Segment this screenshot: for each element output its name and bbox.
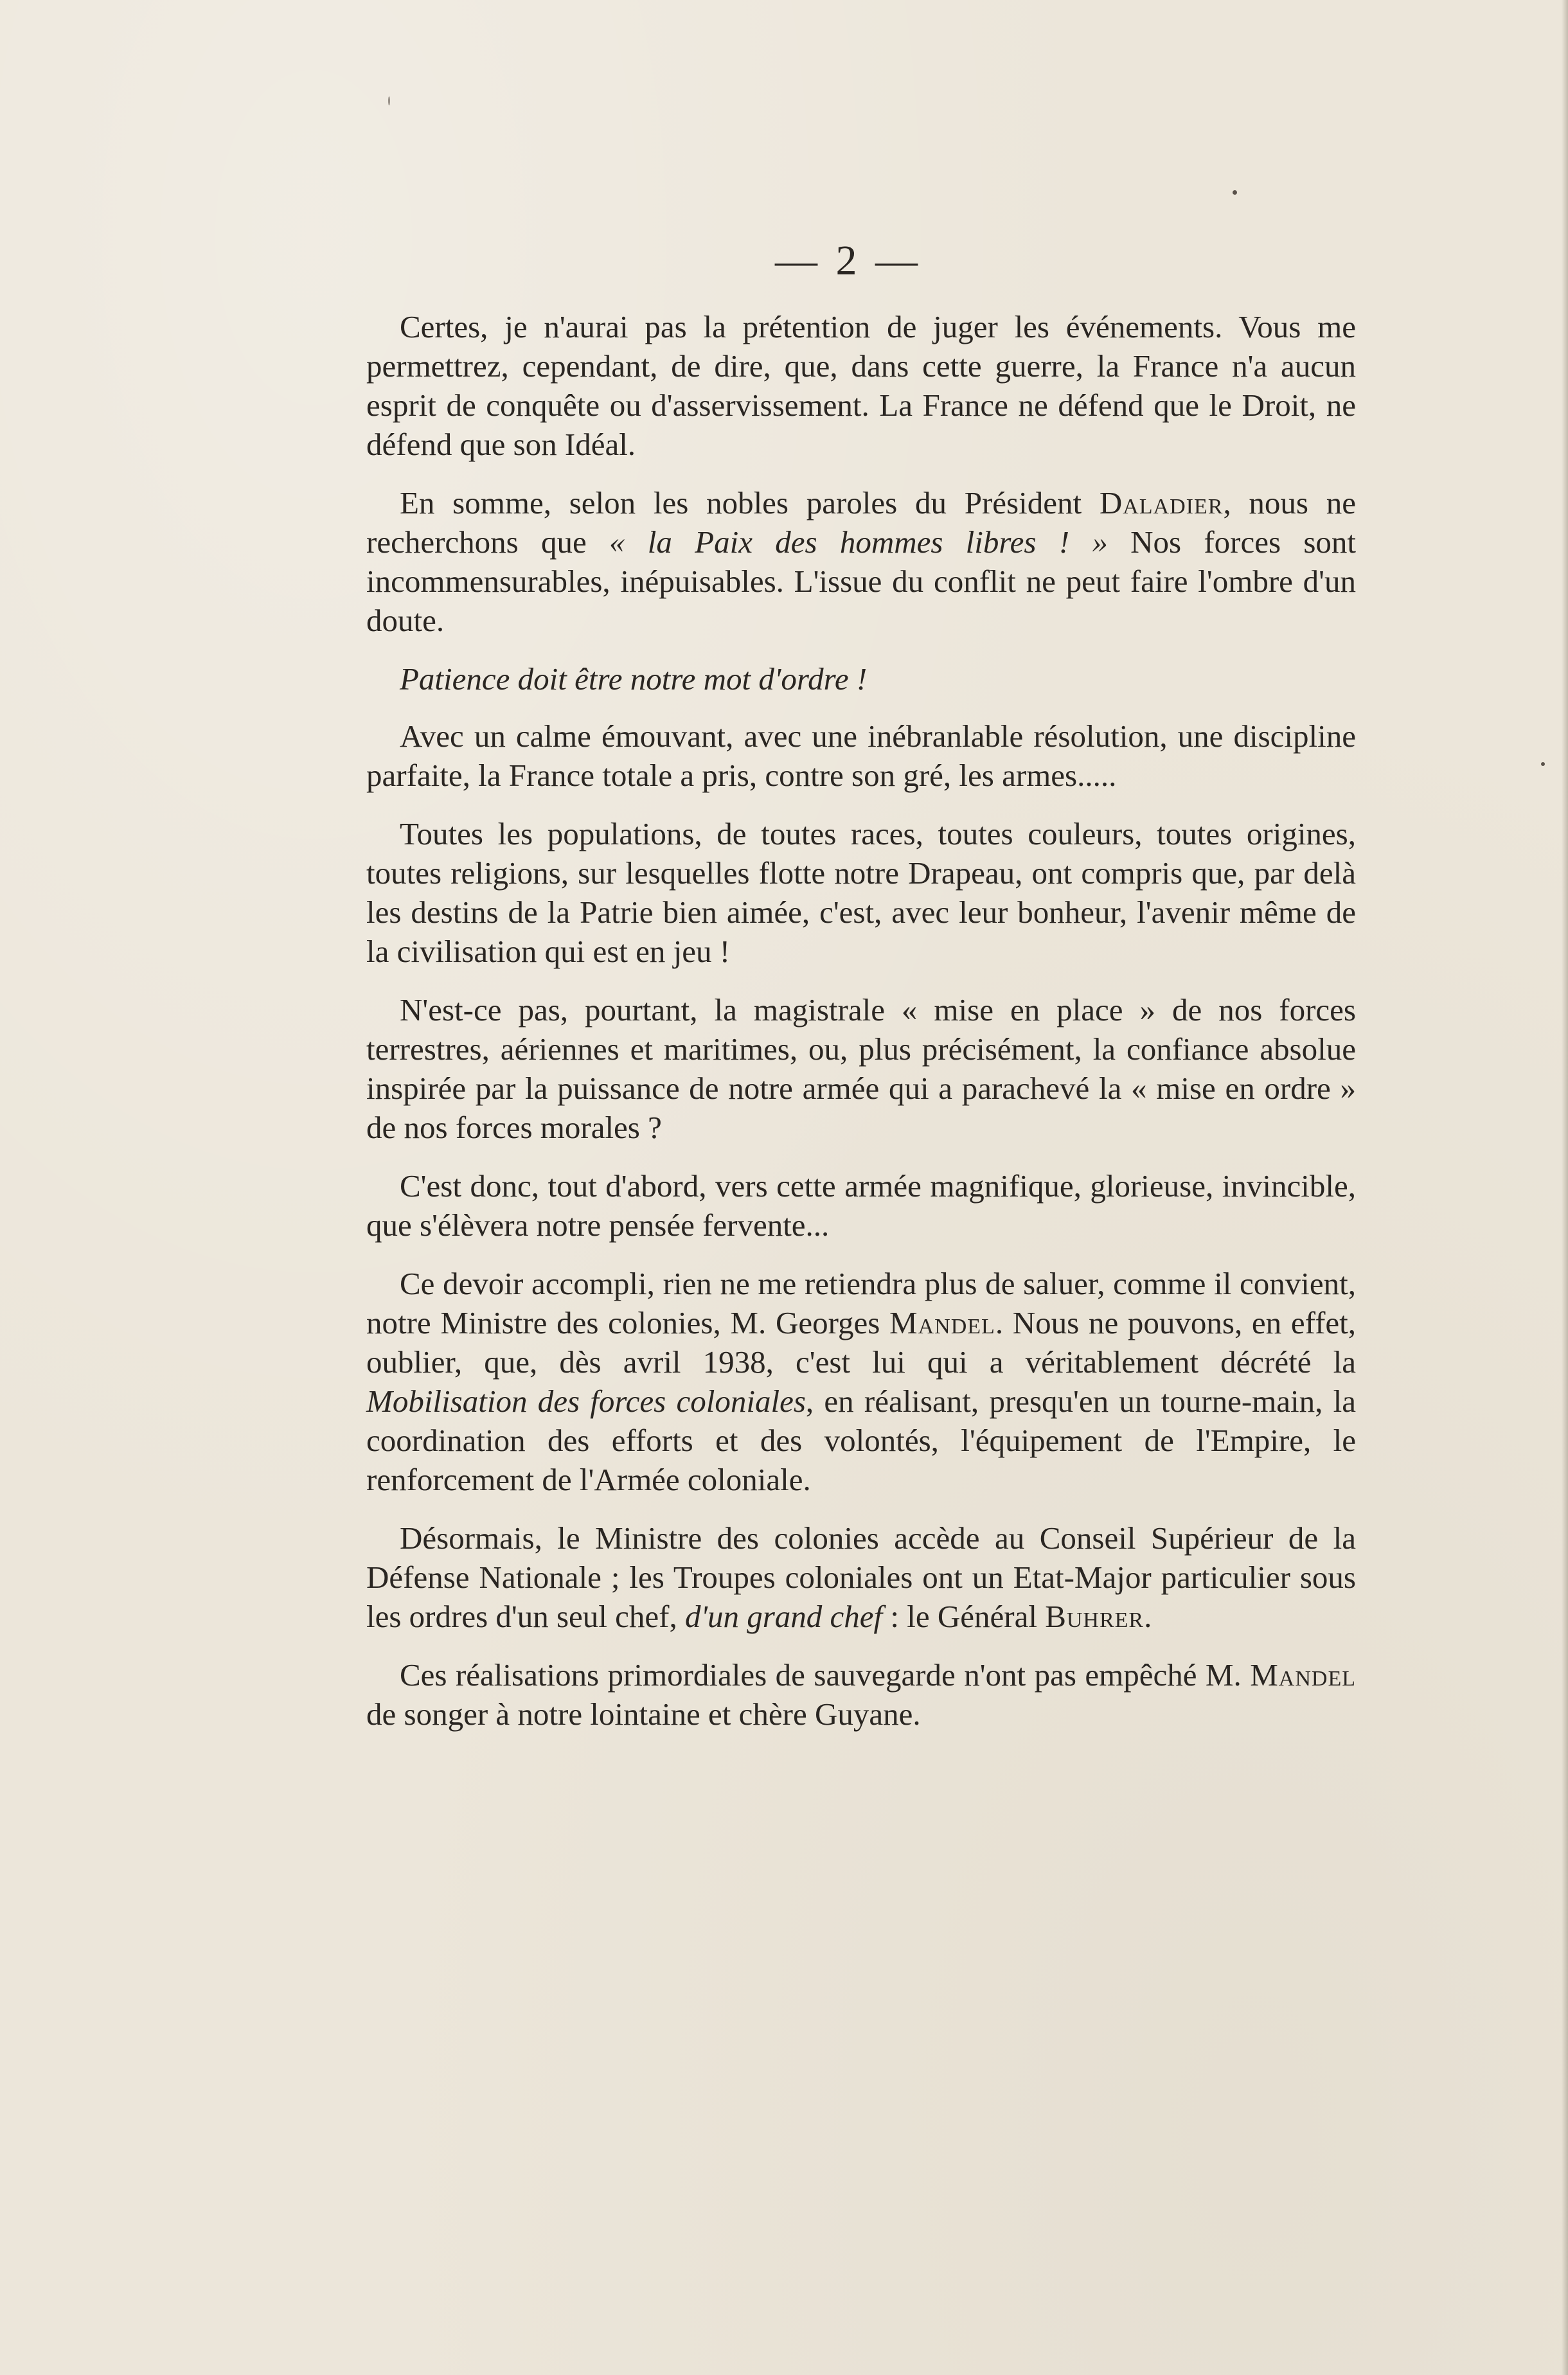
paragraph-text: Nos forces sont incommensurables, inépuisables. L'issue du conflit ne peut faire l'ombre d'un doute. [366,524,1356,638]
paragraph [366,1166,1356,1245]
quotation: « la Paix des hommes libres ! » [609,524,1108,560]
ink-speck [1233,190,1237,195]
person-name: Daladier [1099,485,1224,520]
paragraph [366,1518,1356,1636]
paragraph [366,716,1356,795]
body-text [366,307,1356,1753]
person-name: Mandel [889,1305,995,1340]
italic-phrase: d'un grand chef [684,1599,883,1634]
paragraph [366,307,1356,464]
paragraph-text: Ces réalisations primordiales de sauvegarde n'ont pas empêché M. [400,1657,1251,1693]
paragraph-text: de songer à notre lointaine et chère Guyane. [366,1696,921,1732]
paragraph [366,990,1356,1147]
paragraph-text: : le Général [882,1599,1046,1634]
paragraph-text: Toutes les populations, de toutes races, toutes couleurs, toutes origines, toutes religions, sur lesquelles flotte notre Drapeau, ont compris que, par delà les destins de la Patrie bien aimée, c'est, avec leur bonheur, l'avenir même de la civilisation qui est en jeu ! [366,816,1356,969]
paragraph-text: N'est-ce pas, pourtant, la magistrale « mise en place » de nos forces terrestres, aériennes et maritimes, ou, plus précisément, la confiance absolue inspirée par la puissance de notre armée qui a parachevé la « mise en ordre » de nos forces morales ? [366,992,1356,1145]
paragraph-text: En somme, selon les nobles paroles du Président [400,485,1100,520]
person-name: Mandel [1250,1657,1356,1693]
paragraph-text: . Nous ne pouvons, en effet, oublier, que, dès avril 1938, c'est lui qui a véritablement décrété la [366,1305,1356,1380]
paragraph-text: . [1144,1599,1152,1634]
paragraph [366,1264,1356,1499]
italic-phrase: Mobilisation des forces coloniales [366,1383,806,1419]
paragraph-text: , nous ne recherchons que [366,485,1356,560]
motto-line: Patience doit être notre mot d'ordre ! [400,661,868,697]
paragraph [366,483,1356,640]
paragraph-text: Désormais, le Ministre des colonies accède au Conseil Supérieur de la Défense Nationale ; les Troupes coloniales ont un Etat-Major particulier sous les ordres d'un seul chef, [366,1520,1356,1634]
ink-speck [1541,762,1545,766]
paragraph-text: Avec un calme émouvant, avec une inébranlable résolution, une discipline parfaite, la France totale a pris, contre son gré, les armes..... [366,718,1356,793]
paragraph [366,814,1356,971]
person-name: Buhrer [1045,1599,1145,1634]
paragraph-text: Certes, je n'aurai pas la prétention de juger les événements. Vous me permettrez, cependant, de dire, que, dans cette guerre, la France n'a aucun esprit de conquête ou d'asservissement. La France ne défend que le Droit, ne défend que son Idéal. [366,309,1356,462]
paragraph-text: , en réalisant, presqu'en un tourne-main, la coordination des efforts et des volontés, l'équipement de l'Empire, le renforcement de l'Armée coloniale. [366,1383,1356,1497]
page-number: — 2 — [775,237,922,284]
paragraph [366,1655,1356,1734]
paragraph-text: C'est donc, tout d'abord, vers cette armée magnifique, glorieuse, invincible, que s'élèvera notre pensée fervente... [366,1168,1356,1243]
page-edge-shadow [1562,0,1568,2375]
ink-speck [388,96,390,105]
paragraph-text: Ce devoir accompli, rien ne me retiendra plus de saluer, comme il convient, notre Ministre des colonies, M. Georges [366,1266,1356,1340]
